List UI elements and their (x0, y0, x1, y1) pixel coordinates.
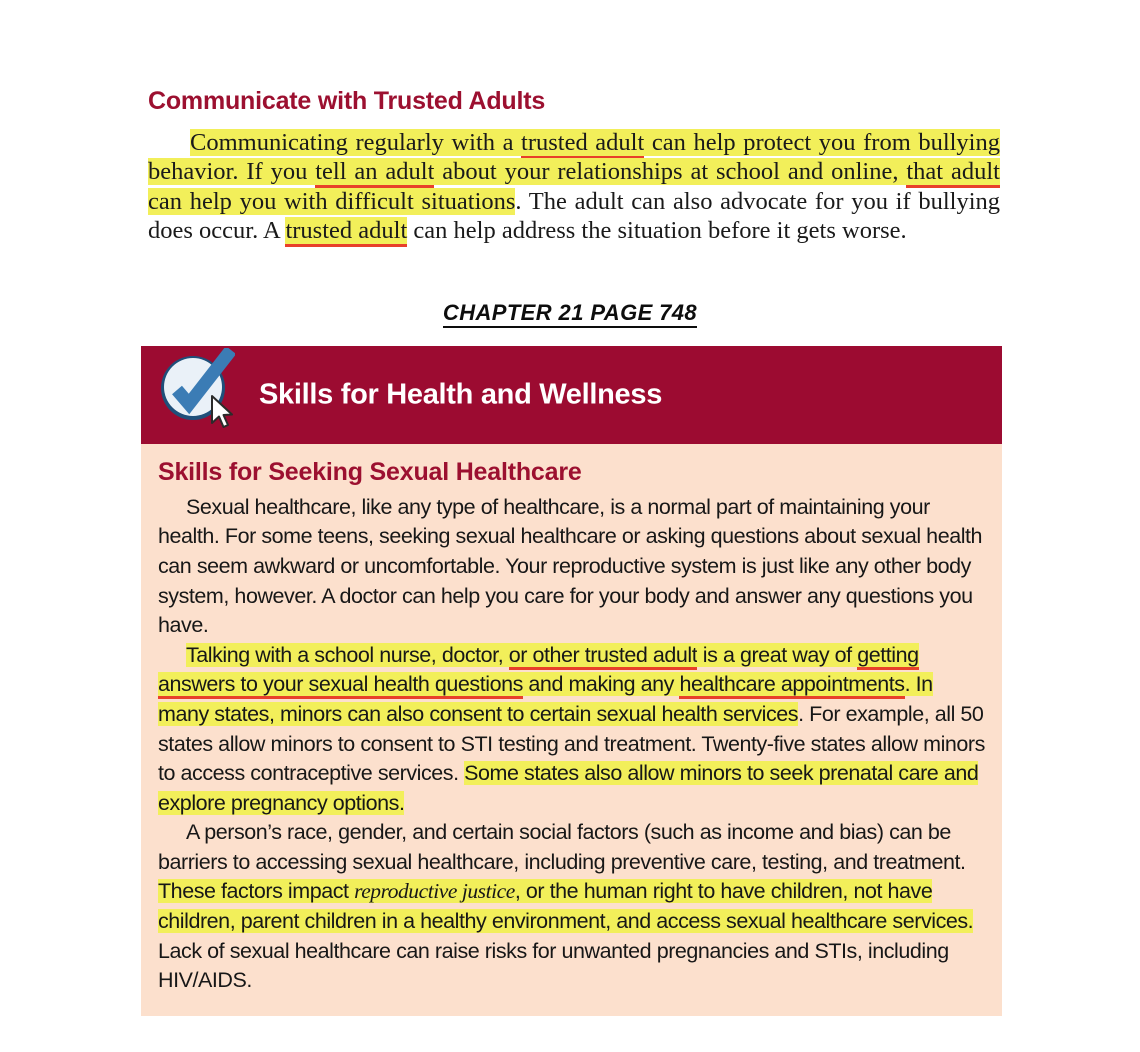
underlined-phrase: or other trusted adult (509, 643, 698, 670)
feature-banner-title: Skills for Health and Wellness (259, 378, 663, 411)
highlighted-phrase: These factors impact (158, 879, 355, 904)
highlighted-phrase (906, 158, 1000, 185)
underlined-phrase: trusted adult (521, 129, 644, 159)
feature-body (141, 444, 1002, 1016)
highlighted-phrase (679, 672, 904, 696)
highlighted-phrase: and making any (522, 672, 680, 697)
highlighted-phrase: Some states also allow minors to seek prenatal care and explore pregnancy options. (158, 761, 979, 815)
highlighted-phrase: about your relationships at school and online, (434, 158, 907, 185)
chapter-reference-label (0, 300, 1140, 326)
skills-feature-box (141, 346, 1002, 1016)
feature-subheading: Skills for Seeking Sexual Healthcare (158, 458, 582, 486)
communicate-paragraph: Communicating regularly with a trusted adult can help protect you from bullying behavior. If you tell an adult about your relationships at school and online, that adult can help you with difficult situations. The adult can also advocate for you if bullying does occur. A trusted adult can help address the situation before it gets worse. (148, 128, 1000, 246)
feature-paragraph-1: Sexual healthcare, like any type of healthcare, is a normal part of maintaining your health. For some teens, seeking sexual healthcare or asking questions about sexual health can seem awkward or uncomfortable. Your reproductive system is just like any other body system, however. A doctor can help you care for your body and answer any questions you have. (158, 494, 983, 638)
page-title: Communicate with Trusted Adults (148, 87, 546, 115)
underlined-phrase: trusted adult (285, 217, 407, 247)
feature-paragraph-3: A person’s race, gender, and certain social factors (such as income and bias) can be barriers to accessing sexual healthcare, including preventive care, testing, and treatment. These factors impact reproductive justice, or the human right to have children, not have children, parent children in a healthy environment, and access sexual healthcare services. Lack of sexual healthcare can raise risks for unwanted pregnancies and STIs, including HIV/AIDS. (158, 820, 974, 993)
communicate-section (148, 88, 1000, 246)
underlined-phrase: healthcare appointments (679, 672, 904, 699)
highlighted-phrase (509, 643, 698, 667)
highlighted-phrase (521, 129, 644, 156)
highlighted-phrase (315, 158, 434, 185)
highlighted-phrase: Talking with a school nurse, doctor, (186, 642, 509, 667)
emphasised-term: reproductive justice (354, 879, 515, 904)
highlighted-phrase: can help you with difficult situations (148, 187, 516, 215)
feature-paragraph-2: Talking with a school nurse, doctor, or other trusted adult is a great way of getting answers to your sexual health questions and making any healthcare appointments. In many states, minors can also consent to certain sexual health services. For example, all 50 states allow minors to consent to STI testing and treatment. Twenty-five states allow minors to access contraceptive services. Some states also allow minors to seek prenatal care and explore pregnancy options. (158, 642, 985, 815)
highlighted-phrase: is a great way of (697, 642, 858, 667)
chapter-reference-text: CHAPTER 21 PAGE 748 (443, 300, 697, 328)
underlined-phrase: getting answers to your sexual health questions (158, 643, 919, 700)
highlighted-phrase: can help protect you from bullying behavior. If you (148, 128, 1000, 185)
checkmark-badge-icon (157, 348, 235, 426)
feature-banner (141, 346, 1002, 444)
highlighted-phrase: . In many states, minors can also consent to certain sexual health services (158, 672, 933, 726)
underlined-phrase: that adult (906, 158, 1000, 188)
underlined-phrase: tell an adult (315, 158, 434, 188)
highlighted-phrase: , or the human right to have children, not have children, parent children in a healthy environment, and access sexual healthcare services. (158, 879, 974, 934)
highlighted-phrase (354, 879, 515, 903)
highlighted-phrase (285, 217, 407, 244)
highlighted-phrase: Communicating regularly with a (190, 128, 522, 156)
